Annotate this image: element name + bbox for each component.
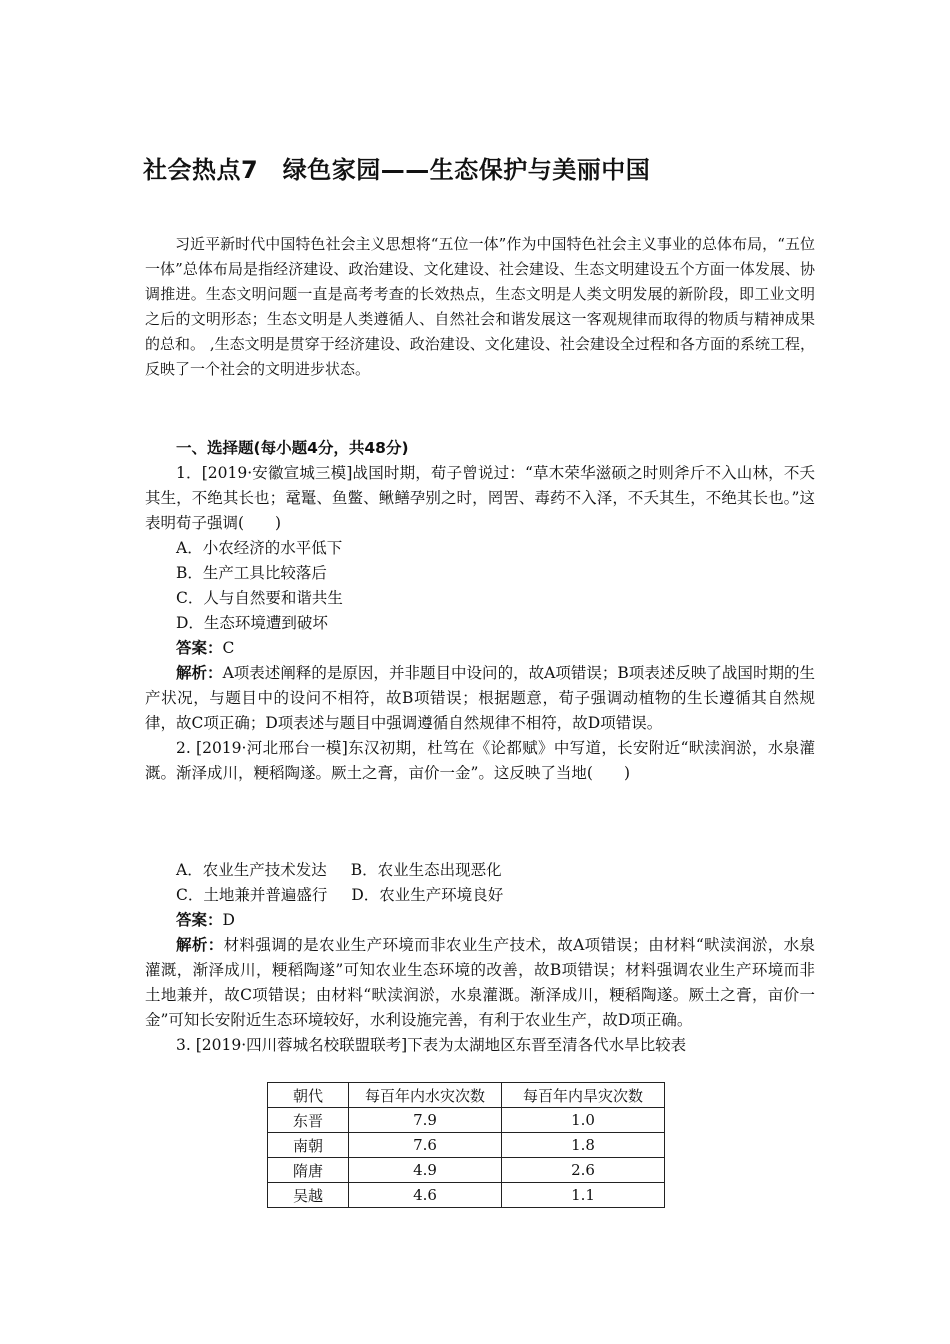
question-2-option-c: C．土地兼并普遍盛行 — [176, 886, 328, 904]
answer-label: 答案： — [176, 911, 223, 929]
question-2-option-a: A．农业生产技术发达 — [176, 861, 327, 879]
table-cell: 4.9 — [349, 1158, 502, 1183]
question-2-option-b: B．农业生态出现恶化 — [350, 861, 502, 879]
flood-drought-table — [267, 1082, 665, 1208]
table-cell: 7.9 — [349, 1108, 502, 1133]
analysis-label: 解析： — [176, 936, 224, 954]
question-2-options — [145, 858, 815, 1058]
question-1-option-d: D．生态环境遭到破坏 — [176, 614, 328, 632]
table-cell: 1.0 — [502, 1108, 665, 1133]
table-cell: 吴越 — [268, 1183, 349, 1208]
question-2-stem: 2. [2019·河北邢台一模]东汉初期，杜笃在《论都赋》中写道，长安附近“畎渎润淤，水泉灌溉。渐泽成川，粳稻陶遂。厥土之膏，亩价一金”。这反映了当地( ) — [145, 739, 815, 782]
question-1-answer — [145, 636, 815, 661]
table-row — [268, 1183, 665, 1208]
table-cell: 南朝 — [268, 1133, 349, 1158]
analysis-text: 材料强调的是农业生产环境而非农业生产技术，故A项错误；由材料“畎渎润淤，水泉灌溉，渐泽成川，粳稻陶遂”可知农业生态环境的改善，故B项错误；材料强调农业生产环境而非土地兼并，故C项错误；由材料“畎渎润淤，水泉灌溉。渐泽成川，粳稻陶遂。厥土之膏，亩价一金”可知长安附近生态环境较好，水利设施完善，有利于农业生产，故D项正确。 — [145, 936, 815, 1029]
table-cell: 7.6 — [349, 1133, 502, 1158]
table-row — [268, 1108, 665, 1133]
question-1-option-a: A．小农经济的水平低下 — [176, 539, 343, 557]
question-2-options-row-1 — [145, 858, 815, 883]
table-cell: 1.1 — [502, 1183, 665, 1208]
table-cell: 东晋 — [268, 1108, 349, 1133]
table-header-cell: 朝代 — [268, 1083, 349, 1108]
answer-value: D — [222, 911, 235, 929]
intro-paragraph: 习近平新时代中国特色社会主义思想将“五位一体”作为中国特色社会主义事业的总体布局，“五位一体”总体布局是指经济建设、政治建设、文化建设、社会建设、生态文明建设五个方面一体发展、协调推进。生态文明问题一直是高考考查的长效热点，生态文明是人类文明发展的新阶段，即工业文明之后的文明形态；生态文明是人类遵循人、自然社会和谐发展这一客观规律而取得的物质与精神成果的总和。 ,生态文明是贯穿于经济建设、政治建设、文化建设、社会建设全过程和各方面的系统工程，反映了一个社会的文明进步状态。 — [145, 235, 815, 378]
question-1-option-b: B．生产工具比较落后 — [176, 564, 327, 582]
table-cell: 4.6 — [349, 1183, 502, 1208]
table-row — [268, 1133, 665, 1158]
page-title: 社会热点7 绿色家园——生态保护与美丽中国 — [143, 156, 651, 184]
question-2-options-row-2 — [145, 883, 815, 908]
table-cell: 隋唐 — [268, 1158, 349, 1183]
answer-label: 答案： — [176, 639, 223, 657]
question-1-stem: 1．[2019·安徽宣城三模]战国时期，荀子曾说过：“草木荣华滋硕之时则斧斤不入山林，不夭其生，不绝其长也；鼋鼍、鱼鳖、鳅鳝孕别之时，罔罟、毒药不入泽，不夭其生，不绝其长也。”这表明荀子强调( ) — [145, 464, 815, 532]
question-section — [145, 436, 815, 786]
table-header-cell: 每百年内水灾次数 — [349, 1083, 502, 1108]
question-2-answer — [145, 908, 815, 933]
table-cell: 2.6 — [502, 1158, 665, 1183]
table-header-cell: 每百年内旱灾次数 — [502, 1083, 665, 1108]
answer-value: C — [222, 639, 235, 657]
section-heading: 一、选择题(每小题4分，共48分) — [176, 439, 409, 457]
question-1-analysis — [145, 661, 815, 736]
question-2-analysis — [145, 933, 815, 1033]
table-row — [268, 1158, 665, 1183]
analysis-text: A项表述阐释的是原因，并非题目中设问的，故A项错误；B项表述反映了战国时期的生产状况，与题目中的设问不相符，故B项错误；根据题意，荀子强调动植物的生长遵循其自然规律，故C项正确；D项表述与题目中强调遵循自然规律不相符，故D项错误。 — [145, 664, 815, 732]
question-3-stem: 3. [2019·四川蓉城名校联盟联考]下表为太湖地区东晋至清各代水旱比较表 — [176, 1036, 687, 1054]
table-cell: 1.8 — [502, 1133, 665, 1158]
analysis-label: 解析： — [176, 664, 223, 682]
question-1-option-c: C．人与自然要和谐共生 — [176, 589, 343, 607]
question-2-option-d: D．农业生产环境良好 — [351, 886, 504, 904]
table-header-row — [268, 1083, 665, 1108]
